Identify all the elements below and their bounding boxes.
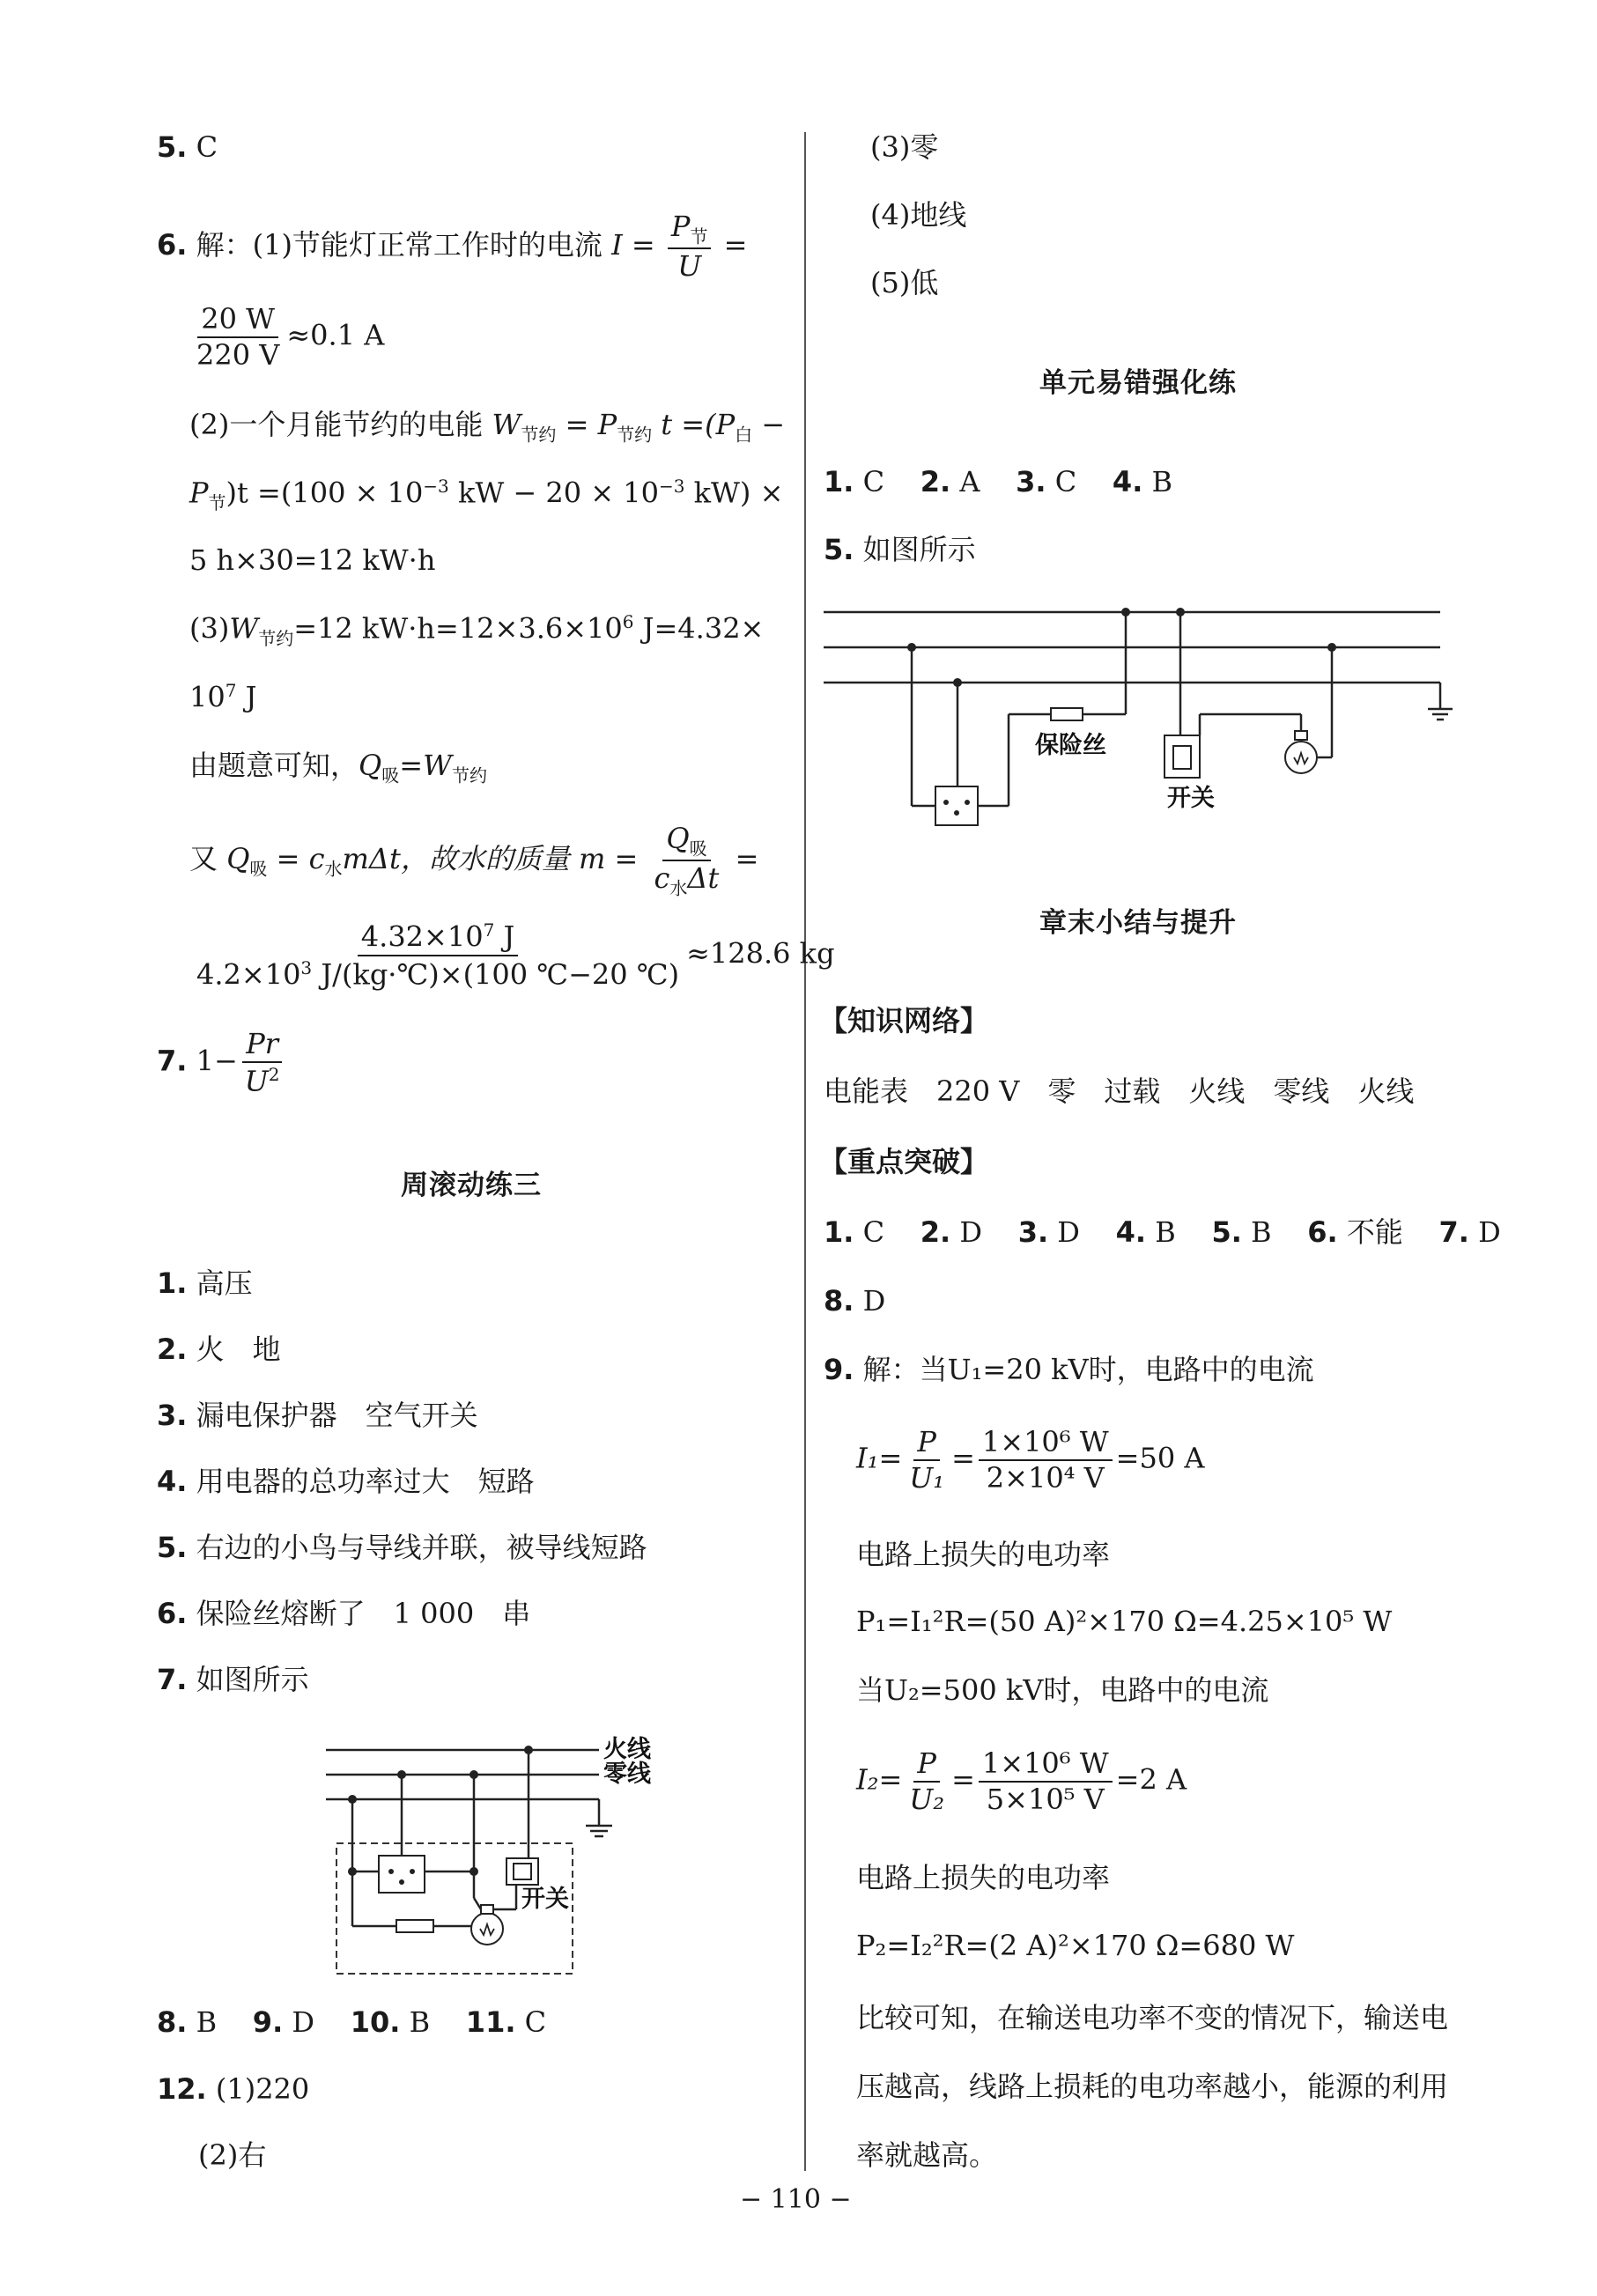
fraction-mass: $\frac{4.32\times 10^7 J}{4.2\times 10^3 J/(kg\cdot℃)\times(100 ℃-20 ℃)}$ xyxy=(196,919,680,992)
bulb-icon xyxy=(471,1913,503,1945)
fuse-label: 保险丝 xyxy=(1035,732,1106,759)
resistor xyxy=(396,1920,433,1932)
right-q9-p2: P₂=I₂²R=(2 A)²×170 Ω=680 W xyxy=(856,1929,1295,1962)
right-q5: 5. 如图所示 xyxy=(824,533,976,566)
socket xyxy=(379,1856,425,1893)
left-q6-part2a: (2)一个月能节约的电能 $W_{节约} = P_{节约}$ $t =(P_白$ − xyxy=(189,408,786,446)
knowledge-network-text: 电能表 220 V 零 过载 火线 零线 火线 xyxy=(824,1074,1415,1108)
question-number: 5. xyxy=(157,130,188,164)
right-cont-3: (3)零 xyxy=(870,130,939,164)
list-item: 1. 高压 xyxy=(157,1266,253,1300)
page-number: − 110 − xyxy=(740,2184,852,2215)
right-q9-conclusion-2: 压越高，线路上损耗的电功率越小，能源的利用 xyxy=(856,2070,1449,2103)
left-q6-given: 由题意可知，$Q_吸=W_{节约}$ xyxy=(189,749,487,786)
switch xyxy=(1164,735,1200,778)
circuit-diagram-fuse xyxy=(824,594,1458,837)
left-q12: 12. (1)220 xyxy=(157,2072,310,2106)
left-q6-part3a: $(3)W_{节约}=12$ $kW\cdot h=12\times 3.6\times 10^6$ J=4.32× xyxy=(189,611,765,650)
right-mc1-row: 1. C 2. A 3. C 4. B xyxy=(824,465,1173,498)
right-mc2-row: 1. C 2. D 3. D 4. B 5. B 6. 不能 7. D xyxy=(824,1215,1501,1249)
bulb-icon xyxy=(1285,742,1317,773)
column-divider xyxy=(804,132,806,2171)
switch-label: 开关 xyxy=(521,1886,569,1913)
list-item: 5. 右边的小鸟与导线并联，被导线短路 xyxy=(157,1531,647,1564)
right-q9-p1: P₁=I₁²R=(50 A)²×170 Ω=4.25×10⁵ W xyxy=(856,1605,1393,1638)
fraction-pr-over-u2: $\frac{Pr}{U^2}$ xyxy=(241,1029,284,1097)
section-title-error-practice: 单元易错强化练 xyxy=(1039,367,1237,399)
left-q6-part3b: $10^7$ J xyxy=(189,680,257,714)
right-cont-5: (5)低 xyxy=(870,266,939,299)
right-q9-conclusion-3: 率就越高。 xyxy=(856,2138,998,2172)
switch-label: 开关 xyxy=(1167,785,1215,812)
right-q9-intro: 9. 解：当U₁=20 kV时，电路中的电流 xyxy=(824,1353,1314,1386)
fraction-p-over-u: $\frac{P_节}{U}$ xyxy=(668,211,712,283)
live-wire-label: 火线 xyxy=(603,1736,651,1763)
fraction-20w-220v: $\frac{20 W}{220 V}$ xyxy=(196,302,280,373)
left-mc-row: 8. B 9. D 10. B 11. C xyxy=(157,2005,547,2039)
circuit-diagram-household xyxy=(317,1731,669,1982)
right-q9-i1: I₁= $\frac{P}{\text{U₁}}$ = $\frac{\text{1×10⁶ W}}{\text{2×10⁴ V}}$ =50 A xyxy=(856,1425,1205,1495)
list-item: 3. 漏电保护器 空气开关 xyxy=(157,1399,478,1432)
left-q6-current: $\frac{20 W}{220 V}$ ≈0.1 A xyxy=(189,304,384,371)
key-points-title: 【重点突破】 xyxy=(819,1145,989,1178)
list-item: 4. 用电器的总功率过大 短路 xyxy=(157,1465,535,1498)
left-q5 xyxy=(157,130,218,164)
left-q6-mass-result: $\frac{4.32\times 10^7 J}{4.2\times 10^3 J/(kg\cdot℃)\times(100 ℃-20 ℃)}$ ≈128.6 kg xyxy=(189,920,835,991)
right-q9-loss1-label: 电路上损失的电功率 xyxy=(856,1538,1111,1571)
left-q6-part2c: 5 h×30=12 kW·h xyxy=(189,543,436,577)
right-q9-conclusion-1: 比较可知，在输送电功率不变的情况下，输送电 xyxy=(856,2001,1449,2034)
section-title-weekly-review: 周滚动练三 xyxy=(401,1170,542,1201)
question-number: 7. xyxy=(157,1044,188,1078)
list-item: 2. 火 地 xyxy=(157,1333,281,1366)
fraction-q-over-cdt: $\frac{Q_吸}{c_水\Delta t}$ xyxy=(654,822,720,899)
list-item: 6. 保险丝熔断了 1 000 串 xyxy=(157,1597,531,1630)
answer-text: C xyxy=(196,130,218,164)
right-q9-loss2-label: 电路上损失的电功率 xyxy=(856,1861,1111,1894)
fuse xyxy=(1051,708,1083,720)
socket xyxy=(935,786,978,825)
knowledge-network-title: 【知识网络】 xyxy=(819,1004,989,1037)
right-cont-4: (4)地线 xyxy=(870,198,967,232)
section-title-chapter-summary: 章末小结与提升 xyxy=(1039,907,1237,939)
left-q12-part2: (2)右 xyxy=(198,2138,267,2172)
left-q6-intro: 6. 解：(1)节能灯正常工作时的电流 I = $\frac{P_节}{U}$ = xyxy=(157,210,748,284)
left-q6-part2b: $P_节)t =(100 \times 10^{-3}$ kW − $20 \times 10^{-3}$ kW) × xyxy=(189,476,784,514)
right-q9-when2: 当U₂=500 kV时，电路中的电流 xyxy=(856,1673,1269,1707)
left-q7: 7. 1− $\frac{Pr}{U^2}$ xyxy=(157,1029,286,1097)
right-q9-i2: I₂= $\frac{P}{\text{U₂}}$ = $\frac{\text{1×10⁶ W}}{\text{5×10⁵ V}}$ =2 A xyxy=(856,1746,1187,1817)
question-number: 6. xyxy=(157,227,188,262)
switch xyxy=(506,1858,538,1885)
list-item: 7. 如图所示 xyxy=(157,1663,309,1696)
right-q8: 8. D xyxy=(824,1284,886,1318)
left-q6-mass-formula: 又 $Q_吸 = c_水m\Delta t$，故水的质量 m = $\frac{Q_吸}{c_水\Delta t}$ = xyxy=(189,822,759,899)
neutral-wire-label: 零线 xyxy=(603,1761,651,1788)
